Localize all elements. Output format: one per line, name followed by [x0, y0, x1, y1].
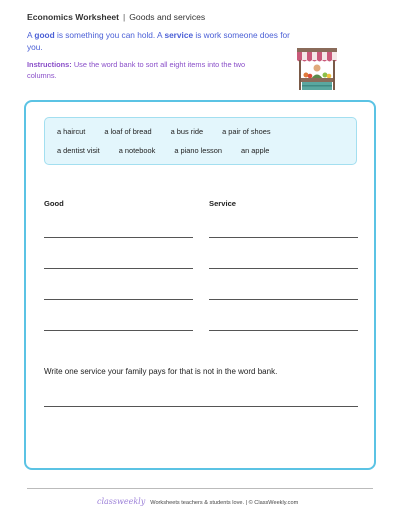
good-answer-line[interactable]	[44, 299, 193, 300]
extension-answer-line[interactable]	[44, 406, 358, 407]
footer	[97, 497, 298, 506]
word-bank-item: a piano lesson	[174, 146, 222, 155]
instructions	[27, 59, 257, 81]
word-bank-row	[57, 146, 288, 155]
instructions-label: Instructions:	[27, 60, 72, 69]
word-bank	[44, 117, 357, 165]
word-bank-item: a loaf of bread	[104, 127, 152, 136]
market-stall-icon	[293, 45, 341, 93]
worksheet-card	[24, 100, 376, 470]
word-bank-row	[57, 127, 290, 136]
definition-part: is work someone does for you.	[27, 30, 290, 53]
footer-brand-logo: classweekly	[97, 497, 146, 506]
instructions-text: Use the word bank to sort all eight items into the two columns.	[27, 60, 246, 81]
word-bank-item: a pair of shoes	[222, 127, 271, 136]
footer-text: Worksheets teachers & students love. | © ClassWeekly.com	[150, 500, 299, 506]
good-column-label: Good	[44, 199, 64, 208]
service-column-label: Service	[209, 199, 237, 208]
word-bank-item: a bus ride	[170, 127, 204, 136]
service-answer-line[interactable]	[209, 330, 358, 331]
service-answer-line[interactable]	[209, 299, 358, 300]
extension-question: Write one service your family pays for that is not in the word bank.	[44, 367, 278, 376]
service-answer-line[interactable]	[209, 237, 358, 238]
header-separator: |	[123, 12, 126, 22]
definition-part: is something you can hold. A	[54, 30, 165, 40]
footer-divider	[27, 488, 373, 489]
service-answer-line[interactable]	[209, 268, 358, 269]
word-bank-item: a notebook	[118, 146, 156, 155]
term-service: service	[164, 30, 194, 40]
word-bank-item: a haircut	[57, 127, 86, 136]
worksheet-subject: Economics Worksheet	[27, 12, 120, 22]
good-answer-line[interactable]	[44, 268, 193, 269]
word-bank-item: a dentist visit	[57, 146, 100, 155]
definition-part: A	[27, 30, 35, 40]
worksheet-topic: Goods and services	[129, 12, 206, 22]
good-answer-line[interactable]	[44, 330, 193, 331]
definition-text	[27, 29, 299, 54]
worksheet-header	[27, 12, 205, 22]
good-answer-line[interactable]	[44, 237, 193, 238]
term-good: good	[34, 30, 55, 40]
word-bank-item: an apple	[240, 146, 270, 155]
